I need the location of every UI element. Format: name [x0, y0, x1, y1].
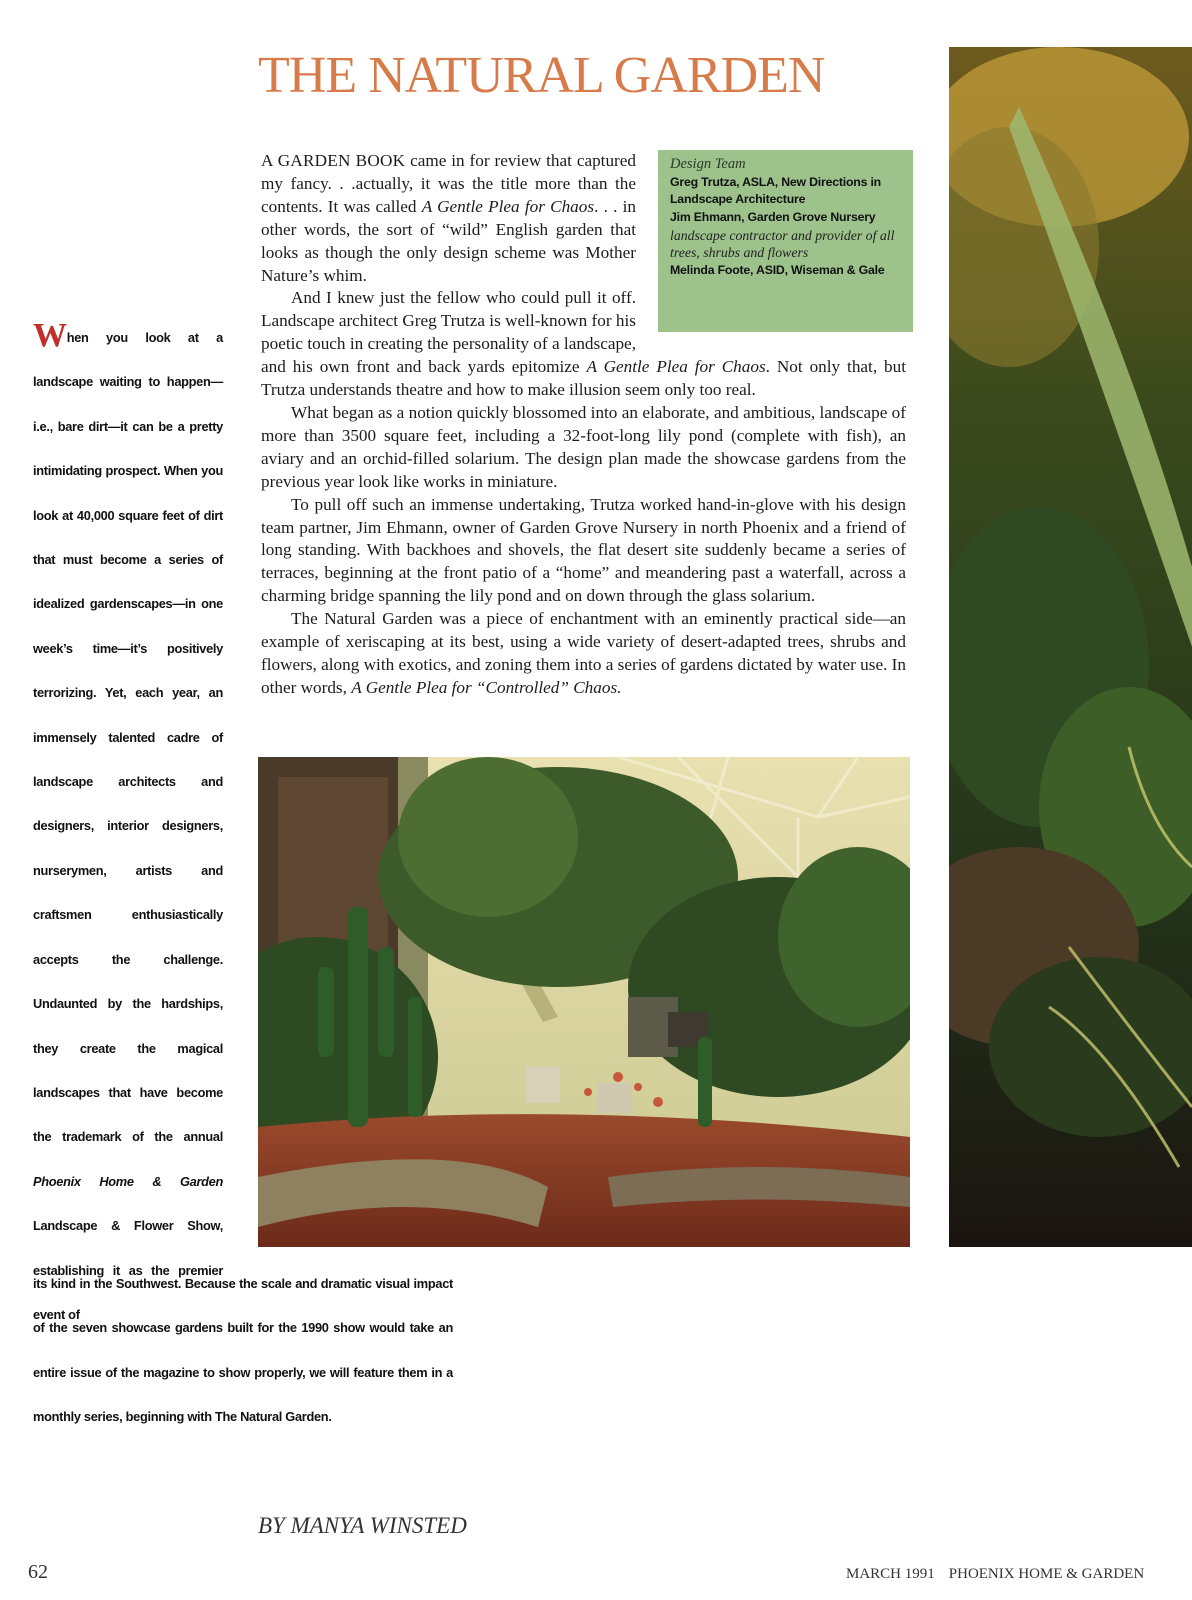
team-member-1: Greg Trutza, ASLA, New Directions in Landscape Architecture	[670, 175, 881, 206]
article-body	[261, 150, 906, 700]
paragraph-3: What began as a notion quickly blossomed into an elaborate, and ambitious, landscape of more than 3500 square feet, including a 32-foot-long lily pond (complete with fish), an aviary and an orchid-filled solarium. The design plan made the showcase gardens from the previous year look like works in miniature.	[261, 402, 906, 491]
garden-solarium-photo	[258, 757, 910, 1247]
page-number: 62	[28, 1561, 48, 1583]
issue-date: MARCH 1991	[846, 1566, 935, 1582]
paragraph-4: To pull off such an immense undertaking, Trutza worked hand-in-glove with his design team partner, Jim Ehmann, owner of Garden Grove Nursery in north Phoenix and a friend of long standing. With backhoes and shovels, the flat desert site suddenly became a series of terraces, beginning at the front patio of a “home” and meandering past a waterfall, across a charming bridge spanning the lily pond and on down through the glass solarium.	[261, 494, 906, 606]
team-member-3: Melinda Foote, ASID, Wiseman & Gale	[670, 263, 885, 277]
team-member-2: Jim Ehmann, Garden Grove Nursery	[670, 210, 876, 224]
magazine-name: PHOENIX HOME & GARDEN	[948, 1566, 1145, 1582]
article-title: THE NATURAL GARDEN	[258, 47, 825, 104]
design-team-label: Design Team	[670, 156, 746, 172]
garden-plants-photo	[949, 47, 1192, 1247]
folio	[846, 1566, 1158, 1583]
byline: BY MANYA WINSTED	[258, 1513, 467, 1538]
intro-text: When you look at a landscape waiting to happen—i.e., bare dirt—it can be a pretty intimidating prospect. When you look at 40,000 square feet of dirt that must become a series of idealized gardenscapes—in one week’s time—it’s positively terrorizing. Yet, each year, an immensely talented cadre of landscape architects and designers, interior designers, nurserymen, artists and craftsmen enthusiastically accepts the challenge. Undaunted by the hardships, they create the magical landscapes that have become the trademark of the annual Phoenix Home & Garden Landscape & Flower Show, establishing it as the premier event of	[33, 317, 223, 1322]
drop-cap: W	[33, 317, 67, 354]
paragraph-2: And I knew just the fellow who could pull it off. Landscape architect Greg Trutza is well-known for his poetic touch in creating the personality of a landscape, and his own front and back yards epitomize A Gentle Plea for Chaos. Not only that, but Trutza understands theatre and how to make illusion seem only too real.	[261, 288, 906, 400]
intro-text-continued: its kind in the Southwest. Because the scale and dramatic visual impact of the seven showcase gardens built for the 1990 show would take an entire issue of the magazine to show properly, we will feature them in a monthly series, beginning with The Natural Garden.	[33, 1276, 453, 1425]
team-member-2-role: landscape contractor and provider of all trees, shrubs and flowers	[670, 228, 895, 260]
paragraph-5: The Natural Garden was a piece of enchantment with an eminently practical side—an example of xeriscaping at its best, using a wide variety of desert-adapted trees, shrubs and flowers, along with exotics, and zoning them into a series of gardens dictated by water use. In other words, A Gentle Plea for “Controlled” Chaos.	[261, 609, 906, 697]
paragraph-1: A GARDEN BOOK came in for review that captured my fancy. . .actually, it was the title more than the contents. It was called A Gentle Plea for Chaos. . . in other words, the sort of “wild” English garden that looks as though the only design scheme was Mother Nature’s whim.	[261, 151, 636, 285]
